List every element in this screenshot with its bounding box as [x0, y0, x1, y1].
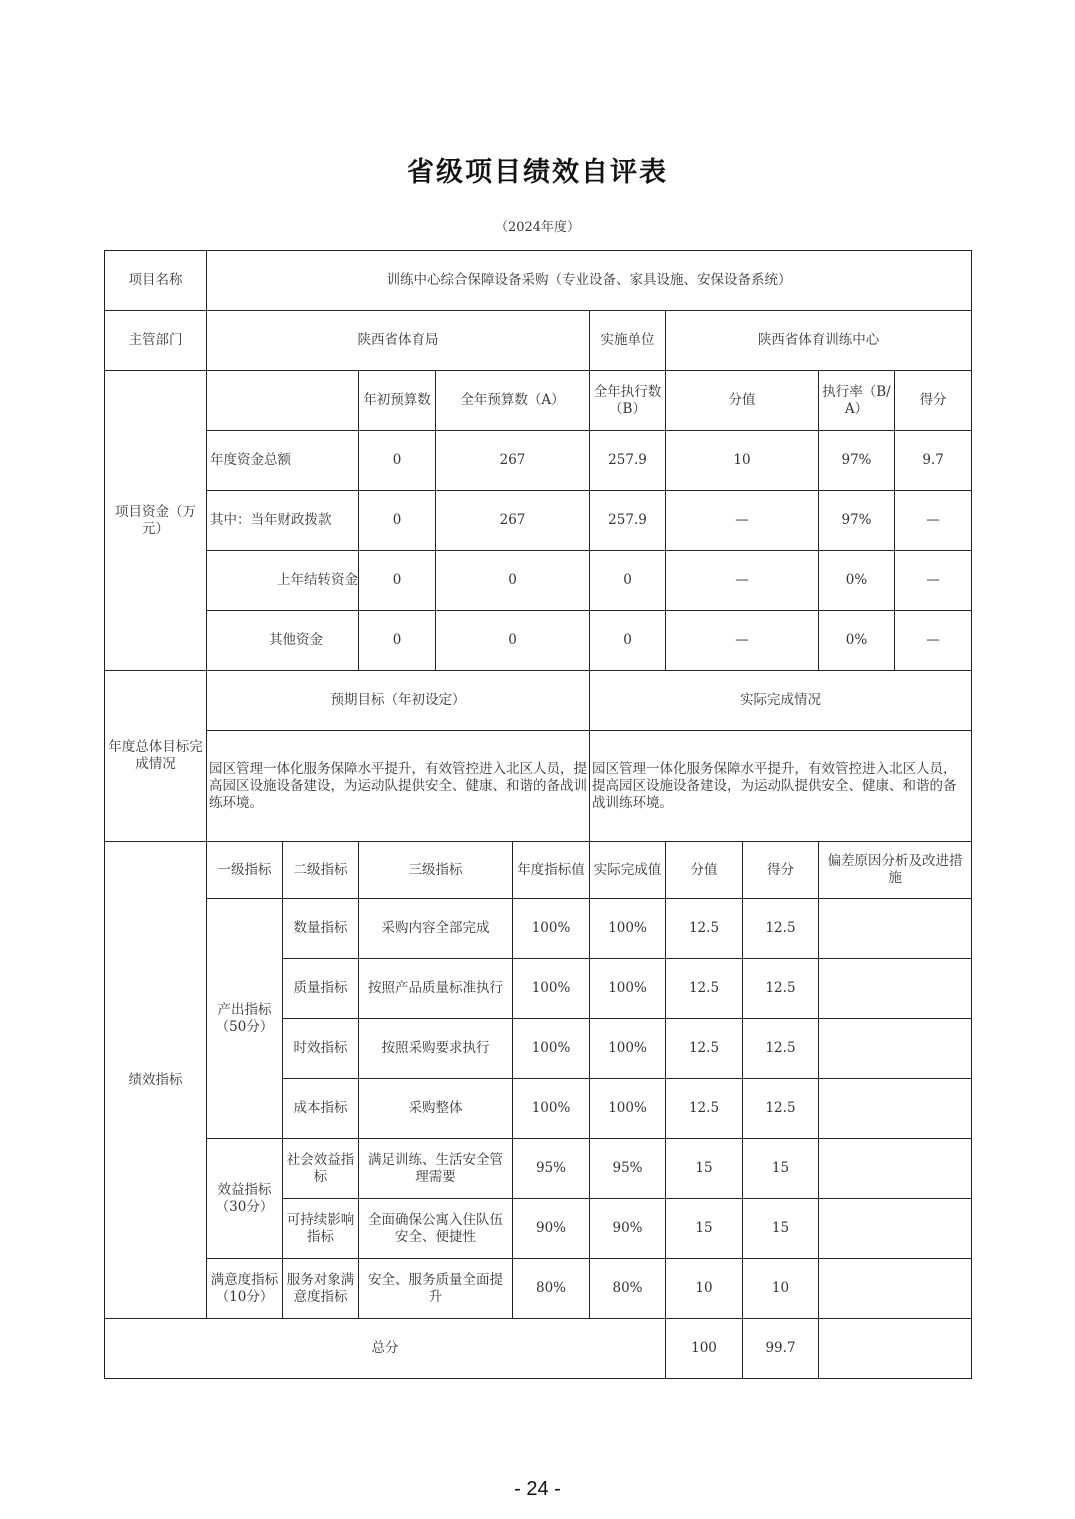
funds-header-blank — [207, 371, 359, 431]
level2-indicator: 时效指标 — [283, 1019, 359, 1079]
target-value: 100% — [513, 899, 590, 959]
level3-indicator: 全面确保公寓入住队伍安全、便捷性 — [359, 1199, 513, 1259]
funds-row-name: 其中：当年财政拨款 — [207, 491, 359, 551]
funds-row-name: 上年结转资金 — [207, 551, 359, 611]
score-value: 12.5 — [666, 899, 743, 959]
level3-indicator: 采购内容全部完成 — [359, 899, 513, 959]
level2-indicator: 服务对象满意度指标 — [283, 1259, 359, 1319]
funds-executed: 257.9 — [590, 491, 666, 551]
total-value: 100 — [666, 1319, 743, 1379]
deviation-note — [819, 1019, 972, 1079]
total-score: 99.7 — [743, 1319, 819, 1379]
project-name-label: 项目名称 — [105, 251, 207, 311]
funds-label: 项目资金（万元） — [105, 371, 207, 671]
score: 10 — [743, 1259, 819, 1319]
funds-score-value: — — [666, 611, 819, 671]
actual-value: 100% — [590, 1079, 666, 1139]
performance-label: 绩效指标 — [105, 842, 207, 1319]
level3-indicator: 按照产品质量标准执行 — [359, 959, 513, 1019]
level1-indicator: 效益指标（30分） — [207, 1139, 283, 1259]
department-label: 主管部门 — [105, 311, 207, 371]
goals-header-row — [105, 671, 972, 731]
funds-header: 得分 — [895, 371, 972, 431]
actual-value: 90% — [590, 1199, 666, 1259]
level2-indicator: 可持续影响指标 — [283, 1199, 359, 1259]
deviation-note — [819, 1139, 972, 1199]
level3-indicator: 安全、服务质量全面提升 — [359, 1259, 513, 1319]
level1-indicator: 满意度指标（10分） — [207, 1259, 283, 1319]
score-value: 10 — [666, 1259, 743, 1319]
project-name-row — [105, 251, 972, 311]
department-value: 陕西省体育局 — [207, 311, 590, 371]
funds-score: — — [895, 551, 972, 611]
total-note — [819, 1319, 972, 1379]
score: 12.5 — [743, 1079, 819, 1139]
funds-initial: 0 — [359, 551, 436, 611]
goals-actual-text: 园区管理一体化服务保障水平提升，有效管控进入北区人员，提高园区设施设备建设，为运动队提供安全、健康、和谐的备战训练环境。 — [590, 731, 972, 842]
level1-indicator: 产出指标（50分） — [207, 899, 283, 1139]
performance-header-row — [105, 842, 972, 899]
funds-initial: 0 — [359, 491, 436, 551]
funds-header: 全年预算数（A） — [436, 371, 590, 431]
funds-rate: 0% — [819, 551, 895, 611]
funds-row — [105, 431, 972, 491]
funds-score-value: — — [666, 491, 819, 551]
performance-header: 偏差原因分析及改进措施 — [819, 842, 972, 899]
performance-header: 一级指标 — [207, 842, 283, 899]
page-number: - 24 - — [514, 1478, 561, 1500]
deviation-note — [819, 1079, 972, 1139]
level3-indicator: 采购整体 — [359, 1079, 513, 1139]
performance-header: 三级指标 — [359, 842, 513, 899]
deviation-note — [819, 899, 972, 959]
level2-indicator: 成本指标 — [283, 1079, 359, 1139]
unit-label: 实施单位 — [590, 311, 666, 371]
performance-header: 实际完成值 — [590, 842, 666, 899]
funds-initial: 0 — [359, 611, 436, 671]
deviation-note — [819, 1259, 972, 1319]
score-value: 12.5 — [666, 1019, 743, 1079]
score: 12.5 — [743, 899, 819, 959]
goals-label: 年度总体目标完成情况 — [105, 671, 207, 842]
target-value: 80% — [513, 1259, 590, 1319]
page-title: 省级项目绩效自评表 — [407, 157, 668, 188]
funds-score-value: — — [666, 551, 819, 611]
total-row — [105, 1319, 972, 1379]
actual-value: 100% — [590, 899, 666, 959]
deviation-note — [819, 1199, 972, 1259]
funds-row-name: 其他资金 — [207, 611, 359, 671]
level2-indicator: 质量指标 — [283, 959, 359, 1019]
funds-rate: 97% — [819, 491, 895, 551]
performance-header: 得分 — [743, 842, 819, 899]
level3-indicator: 满足训练、生活安全管理需要 — [359, 1139, 513, 1199]
funds-initial: 0 — [359, 431, 436, 491]
funds-executed: 257.9 — [590, 431, 666, 491]
funds-score: — — [895, 491, 972, 551]
target-value: 100% — [513, 959, 590, 1019]
level2-indicator: 数量指标 — [283, 899, 359, 959]
performance-header: 二级指标 — [283, 842, 359, 899]
performance-row — [105, 1259, 972, 1319]
actual-value: 100% — [590, 1019, 666, 1079]
total-label: 总分 — [105, 1319, 666, 1379]
funds-rate: 0% — [819, 611, 895, 671]
deviation-note — [819, 959, 972, 1019]
performance-row — [105, 899, 972, 959]
target-value: 95% — [513, 1139, 590, 1199]
funds-score: 9.7 — [895, 431, 972, 491]
goals-content-row — [105, 731, 972, 842]
funds-row — [105, 551, 972, 611]
funds-header-row — [105, 371, 972, 431]
score-value: 12.5 — [666, 1079, 743, 1139]
funds-row — [105, 491, 972, 551]
funds-row — [105, 611, 972, 671]
funds-executed: 0 — [590, 551, 666, 611]
project-name-value: 训练中心综合保障设备采购（专业设备、家具设施、安保设备系统） — [207, 251, 972, 311]
level2-indicator: 社会效益指标 — [283, 1139, 359, 1199]
goals-actual-header: 实际完成情况 — [590, 671, 972, 731]
score-value: 15 — [666, 1199, 743, 1259]
department-row — [105, 311, 972, 371]
funds-annual: 267 — [436, 431, 590, 491]
funds-header: 执行率（B/A） — [819, 371, 895, 431]
actual-value: 80% — [590, 1259, 666, 1319]
funds-annual: 0 — [436, 611, 590, 671]
unit-value: 陕西省体育训练中心 — [666, 311, 972, 371]
funds-header: 分值 — [666, 371, 819, 431]
performance-evaluation-table — [104, 250, 972, 1379]
funds-header: 全年执行数（B） — [590, 371, 666, 431]
funds-executed: 0 — [590, 611, 666, 671]
funds-row-name: 年度资金总额 — [207, 431, 359, 491]
level3-indicator: 按照采购要求执行 — [359, 1019, 513, 1079]
funds-score-value: 10 — [666, 431, 819, 491]
target-value: 90% — [513, 1199, 590, 1259]
funds-header: 年初预算数 — [359, 371, 436, 431]
actual-value: 100% — [590, 959, 666, 1019]
score-value: 12.5 — [666, 959, 743, 1019]
funds-annual: 0 — [436, 551, 590, 611]
goals-expected-header: 预期目标（年初设定） — [207, 671, 590, 731]
actual-value: 95% — [590, 1139, 666, 1199]
funds-rate: 97% — [819, 431, 895, 491]
target-value: 100% — [513, 1079, 590, 1139]
funds-annual: 267 — [436, 491, 590, 551]
score: 15 — [743, 1199, 819, 1259]
score: 15 — [743, 1139, 819, 1199]
score: 12.5 — [743, 1019, 819, 1079]
funds-score: — — [895, 611, 972, 671]
score-value: 15 — [666, 1139, 743, 1199]
goals-expected-text: 园区管理一体化服务保障水平提升，有效管控进入北区人员，提高园区设施设备建设，为运动队提供安全、健康、和谐的备战训练环境。 — [207, 731, 590, 842]
performance-row — [105, 1139, 972, 1199]
performance-header: 年度指标值 — [513, 842, 590, 899]
target-value: 100% — [513, 1019, 590, 1079]
year-subtitle: （2024年度） — [494, 220, 581, 235]
performance-header: 分值 — [666, 842, 743, 899]
score: 12.5 — [743, 959, 819, 1019]
